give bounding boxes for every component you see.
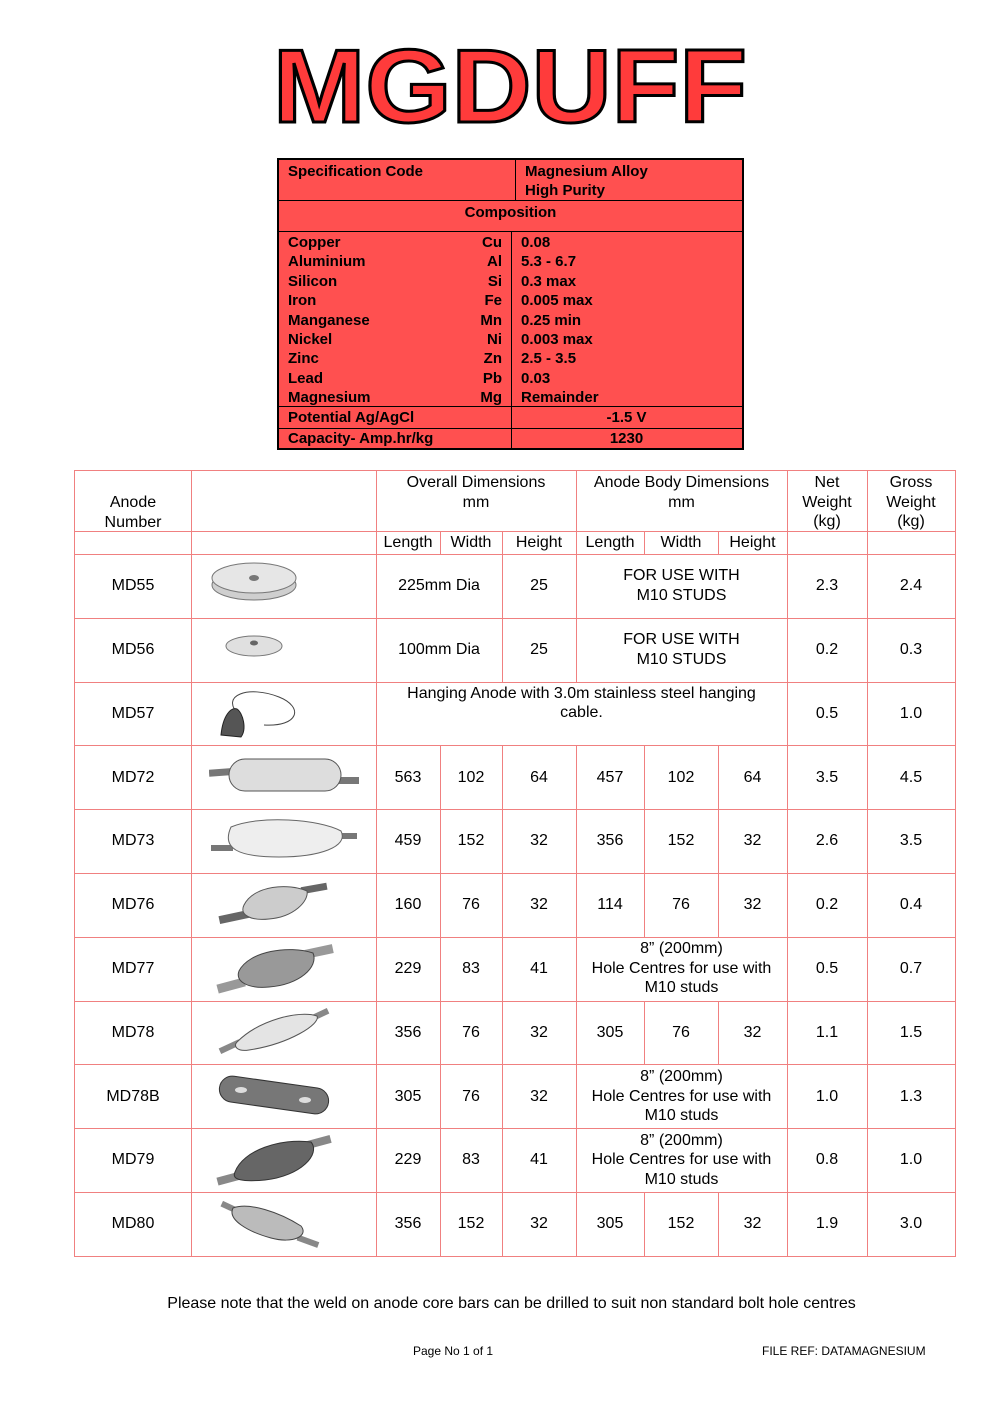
element-value: Remainder [521,389,599,407]
alloy-grade: High Purity [525,182,606,199]
potential-label: Potential Ag/AgCl [288,409,415,426]
anode-image [192,937,376,1001]
body-length: 305 [596,1023,624,1041]
net-weight: 1.9 [815,1215,839,1233]
spec-divider [515,160,516,200]
element-symbol: Mn [480,311,502,329]
header-anode-number [75,493,191,532]
net-weight: 0.5 [815,704,839,722]
body-height: 32 [743,1215,762,1233]
anode-image [192,618,376,682]
header-overall-dimensions-line: Overall Dimensions [406,474,546,491]
alloy-name: Magnesium Alloy [525,163,648,180]
capacity-label: Capacity- Amp.hr/kg [288,430,434,447]
body-note [576,1064,787,1128]
body-note [576,618,787,682]
body-note-line: 8” (200mm) [640,940,723,958]
header-gross-weight-line: (kg) [897,513,925,530]
composition-label: Composition [464,204,557,221]
gross-weight: 4.5 [899,768,923,786]
body-height: 32 [743,1023,762,1041]
element-value: 2.5 - 3.5 [521,350,577,368]
body-width: 76 [672,1023,690,1041]
header-body-dimensions-line: Anode Body Dimensions [593,474,770,491]
gross-weight: 1.5 [899,1023,923,1041]
body-note-line: FOR USE WITH [623,631,740,649]
net-weight: 0.2 [815,896,839,914]
subheader: Height [515,534,563,551]
file-reference: FILE REF: DATAMAGNESIUM [762,1344,926,1358]
overall-length: 563 [394,768,422,786]
header-body-dimensions [576,473,787,512]
body-height: 32 [743,832,762,850]
net-weight: 0.8 [815,1151,839,1169]
overall-width: 76 [462,896,480,914]
net-weight: 2.3 [815,577,839,595]
overall-height: 32 [530,1215,548,1233]
overall-width: 76 [462,1023,480,1041]
overall-height: 25 [530,640,548,658]
element-symbol: Mg [480,389,502,407]
element-name: Magnesium [288,389,371,407]
body-note-line: Hole Centres for use with [591,959,772,977]
header-net-weight-line: Net [814,474,840,491]
element-symbol: Si [487,272,502,290]
element-name: Aluminium [288,253,366,271]
potential-value: -1.5 V [606,409,647,426]
anode-number: MD72 [111,768,155,786]
element-name: Silicon [288,272,338,290]
element-symbol: Zn [483,350,502,368]
anode-image [192,554,376,618]
header-overall-dimensions [376,473,576,512]
anode-image [192,1192,376,1256]
header-gross-weight [867,473,955,532]
subheader: Length [585,534,635,551]
specification-table [277,158,744,450]
element-name: Copper [288,234,341,251]
overall-height: 25 [530,577,548,595]
body-length: 356 [596,832,624,850]
header-anode-number-line: Anode [109,494,157,511]
body-height: 32 [743,896,762,914]
gross-weight: 1.0 [899,1151,923,1169]
overall-length: 356 [394,1023,422,1041]
body-width: 152 [667,1215,695,1233]
spec-row-line [279,200,742,201]
body-length: 305 [596,1215,624,1233]
net-weight: 0.5 [815,959,839,977]
net-weight: 1.0 [815,1087,839,1105]
element-value: 0.003 max [521,331,593,348]
element-name: Nickel [288,331,333,348]
element-value: 0.3 max [521,272,577,290]
anode-number: MD78 [111,1023,155,1041]
subheader: Length [383,534,433,551]
net-weight: 3.5 [815,768,839,786]
overall-length: 356 [394,1215,422,1233]
table-line [191,471,192,554]
anode-number: MD77 [111,959,155,977]
net-weight: 2.6 [815,832,839,850]
anode-number: MD55 [111,577,155,595]
overall-diameter: 100mm Dia [398,640,480,658]
overall-height: 32 [530,1023,548,1041]
page-number: Page No 1 of 1 [413,1344,494,1358]
gross-weight: 0.3 [899,640,923,658]
overall-height: 41 [530,959,548,977]
overall-width: 152 [457,832,485,850]
gross-weight: 1.0 [899,704,923,722]
gross-weight: 3.5 [899,832,923,850]
anode-number: MD56 [111,640,155,658]
anode-image [192,682,376,746]
body-note [576,554,787,618]
overall-height: 41 [530,1151,548,1169]
body-note-line: 8” (200mm) [640,1068,723,1086]
svg-text:MGDUFF: MGDUFF [273,42,747,128]
element-symbol: Pb [482,369,502,387]
overall-diameter: 225mm Dia [398,577,480,595]
element-value: 0.005 max [521,292,593,310]
anode-table [74,470,956,1257]
element-value: 5.3 - 6.7 [521,253,577,271]
overall-length: 459 [394,832,422,850]
net-weight: 1.1 [815,1023,839,1041]
body-note-line: M10 studs [644,1170,719,1188]
element-value: 0.03 [521,369,551,387]
header-overall-dimensions-line: mm [462,493,490,511]
body-note [576,1128,787,1192]
body-note [576,937,787,1001]
spec-code-label: Specification Code [288,163,424,180]
element-symbol: Al [487,253,502,271]
anode-number: MD57 [111,704,155,722]
element-symbol: Fe [484,292,502,310]
overall-width: 83 [462,1151,480,1169]
header-body-dimensions-line: mm [668,493,695,511]
body-width: 102 [667,768,695,786]
overall-height: 64 [530,768,548,786]
header-gross-weight-line: Gross [889,474,933,491]
element-symbol: Ni [487,331,502,348]
anode-number: MD79 [111,1151,155,1169]
body-note-line: M10 STUDS [636,650,727,668]
body-note-line: FOR USE WITH [623,567,740,585]
body-note-line: 8” (200mm) [640,1131,723,1149]
overall-width: 152 [457,1215,485,1233]
anode-image [192,1128,376,1192]
overall-width: 102 [457,768,485,786]
header-net-weight [787,473,867,532]
anode-image [192,745,376,809]
hanging-anode-description [376,684,787,724]
gross-weight: 2.4 [899,577,923,595]
element-name: Zinc [288,350,319,368]
subheader: Height [729,534,776,551]
description-line: cable. [560,704,603,722]
header-gross-weight-line: Weight [886,493,936,511]
anode-number: MD80 [111,1215,155,1233]
overall-length: 160 [394,896,422,914]
overall-length: 229 [394,1151,422,1169]
body-length: 114 [597,896,623,914]
description-line: Hanging Anode with 3.0m stainless steel hanging [407,684,756,702]
net-weight: 0.2 [815,640,839,658]
overall-height: 32 [530,1087,548,1105]
anode-number: MD76 [111,896,155,914]
overall-height: 32 [530,832,548,850]
body-height: 64 [743,768,762,786]
anode-number: MD78B [106,1087,160,1105]
overall-length: 229 [394,959,422,977]
header-net-weight-line: Weight [802,493,852,511]
anode-image [192,1001,376,1065]
overall-length: 305 [394,1087,422,1105]
body-note-line: M10 studs [644,1107,719,1125]
gross-weight: 1.3 [899,1087,923,1105]
header-anode-number-line: Number [104,513,162,531]
overall-width: 83 [462,959,480,977]
gross-weight: 3.0 [899,1215,923,1233]
gross-weight: 0.4 [899,896,923,914]
element-name: Manganese [288,311,370,329]
overall-width: 76 [462,1087,480,1105]
body-width: 152 [667,832,695,850]
body-width: 76 [672,896,690,914]
body-length: 457 [596,768,624,786]
element-name: Lead [288,369,324,387]
body-note-line: M10 studs [644,979,719,997]
anode-image [192,1064,376,1128]
body-note-line: M10 STUDS [636,586,727,604]
body-note-line: Hole Centres for use with [591,1087,772,1105]
element-value: 0.25 min [521,311,582,329]
element-value: 0.08 [521,234,551,251]
element-symbol: Cu [482,234,502,251]
overall-height: 32 [530,896,548,914]
element-name: Iron [288,292,317,310]
footer-note: Please note that the weld on anode core bars can be drilled to suit non standard bolt hole centres [167,1295,856,1312]
capacity-value: 1230 [609,430,644,447]
body-note-line: Hole Centres for use with [591,1151,772,1169]
anode-image [192,809,376,873]
mgduff-logo [270,42,750,128]
anode-image [192,873,376,937]
gross-weight: 0.7 [899,959,923,977]
header-net-weight-line: (kg) [813,513,841,530]
subheader: Width [660,534,702,551]
subheader: Width [450,534,492,551]
anode-number: MD73 [111,832,155,850]
